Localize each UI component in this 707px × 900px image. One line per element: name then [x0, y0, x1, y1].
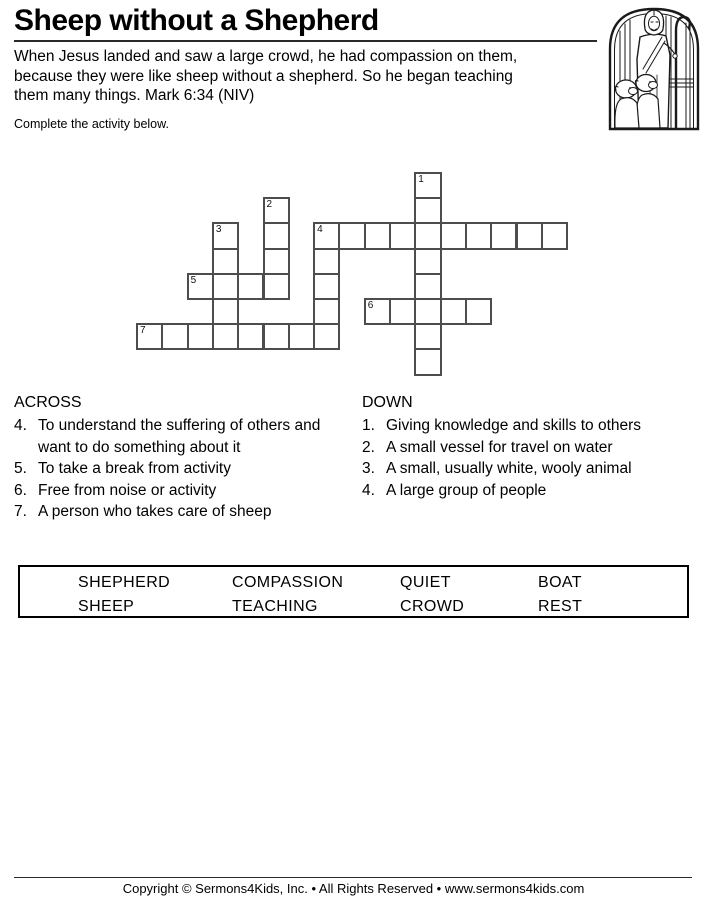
- crossword-cell[interactable]: [414, 248, 441, 275]
- crossword-cell[interactable]: [212, 248, 239, 275]
- clue-number-label: 3: [215, 224, 222, 236]
- clue-item: [14, 480, 354, 502]
- word-bank-word: COMPASSION: [232, 574, 344, 591]
- clue-item: [362, 415, 702, 437]
- crossword-cell[interactable]: [490, 222, 517, 249]
- word-bank-row: [20, 595, 687, 619]
- crossword-cell[interactable]: [313, 273, 340, 300]
- crossword-cell[interactable]: [313, 248, 340, 275]
- clue-text: To understand the suffering of others and want to do something about it: [38, 417, 321, 456]
- down-clues: [362, 393, 702, 501]
- clue-number: 4.: [14, 417, 27, 434]
- clue-number-label: 6: [367, 300, 374, 311]
- page-title: Sheep without a Shepherd: [14, 4, 379, 37]
- clue-text: Giving knowledge and skills to others: [386, 417, 642, 434]
- clue-number: 5.: [14, 460, 27, 477]
- clue-text: A small, usually white, wooly animal: [386, 460, 632, 477]
- clue-item: [14, 415, 354, 458]
- crossword-cell[interactable]: [263, 248, 290, 275]
- shepherd-with-sheep-illustration: [606, 3, 702, 131]
- across-heading: ACROSS: [14, 394, 82, 411]
- word-bank-word: CROWD: [400, 598, 465, 615]
- scripture-text: [14, 47, 517, 106]
- crossword-cell[interactable]: [516, 222, 543, 249]
- crossword-cell[interactable]: [414, 323, 441, 350]
- crossword-cell[interactable]: [237, 323, 264, 350]
- crossword-cell[interactable]: [414, 273, 441, 300]
- clue-number-label: 7: [140, 325, 146, 337]
- clue-item: [362, 458, 702, 480]
- crossword-cell[interactable]: [414, 222, 441, 249]
- crossword-cell[interactable]: [389, 298, 416, 325]
- crossword-cell[interactable]: [389, 222, 416, 249]
- crossword-cell[interactable]: [263, 323, 290, 350]
- crossword-cell[interactable]: [212, 298, 239, 325]
- crossword-cell[interactable]: [187, 323, 214, 350]
- crossword-cell[interactable]: [313, 323, 340, 350]
- clue-number: 2.: [362, 438, 375, 456]
- footer-divider: [14, 877, 692, 878]
- word-bank-word: SHEEP: [78, 598, 135, 615]
- clue-number-label: 2: [266, 199, 273, 211]
- clue-item: [14, 501, 354, 523]
- clue-number: 7.: [14, 503, 27, 520]
- crossword-cell[interactable]: [288, 323, 315, 350]
- crossword-cell[interactable]: [414, 348, 441, 375]
- scripture-line: because they were like sheep without a shepherd. So he began teaching: [14, 67, 513, 85]
- activity-instruction: Complete the activity below.: [14, 117, 169, 131]
- clue-item: [362, 480, 702, 502]
- crossword-cell[interactable]: [161, 323, 188, 350]
- title-underline: [14, 40, 597, 42]
- crossword-cell[interactable]: [414, 298, 441, 325]
- down-heading: DOWN: [362, 394, 413, 411]
- word-bank-word: REST: [538, 598, 583, 615]
- scripture-line: When Jesus landed and saw a large crowd, he had compassion on them,: [14, 48, 518, 65]
- crossword-cell[interactable]: [338, 222, 365, 249]
- crossword-cell[interactable]: [440, 222, 467, 249]
- across-clues: [14, 393, 354, 523]
- clue-text: A small vessel for travel on water: [386, 438, 613, 456]
- copyright-text: Copyright © Sermons4Kids, Inc. • All Rights Reserved • www.sermons4kids.com: [122, 881, 585, 896]
- clue-text: Free from noise or activity: [38, 481, 217, 499]
- crossword-cell[interactable]: [237, 273, 264, 300]
- clue-text: To take a break from activity: [38, 460, 231, 477]
- crossword-cell[interactable]: [263, 222, 290, 249]
- word-bank-word: SHEPHERD: [78, 574, 171, 591]
- clue-item: [14, 458, 354, 480]
- clue-item: [362, 437, 702, 459]
- crossword-cell[interactable]: [414, 197, 441, 224]
- crossword-cell[interactable]: [541, 222, 568, 249]
- word-bank-word: QUIET: [400, 574, 451, 591]
- crossword-cell[interactable]: [212, 273, 239, 300]
- clue-text: A person who takes care of sheep: [38, 503, 272, 520]
- word-bank-row: [20, 571, 687, 595]
- word-bank: [18, 565, 689, 618]
- crossword-cell[interactable]: [313, 298, 340, 325]
- clue-number-label: 5: [190, 274, 197, 286]
- crossword-cell[interactable]: [212, 323, 239, 350]
- clue-number: 4.: [362, 481, 375, 499]
- crossword-cell[interactable]: [364, 222, 391, 249]
- clue-number: 1.: [362, 417, 375, 434]
- crossword-cell[interactable]: [465, 298, 492, 325]
- scripture-line: them many things. Mark 6:34 (NIV): [14, 87, 255, 104]
- clue-number-label: 1: [418, 174, 424, 185]
- crossword-cell[interactable]: [465, 222, 492, 249]
- crossword-cell[interactable]: [440, 298, 467, 325]
- word-bank-word: BOAT: [538, 574, 582, 591]
- crossword-cell[interactable]: [263, 273, 290, 300]
- clue-text: A large group of people: [386, 481, 547, 499]
- word-bank-word: TEACHING: [232, 598, 318, 615]
- clue-number-label: 4: [317, 224, 323, 236]
- clue-number: 6.: [14, 481, 27, 499]
- clue-number: 3.: [362, 460, 375, 477]
